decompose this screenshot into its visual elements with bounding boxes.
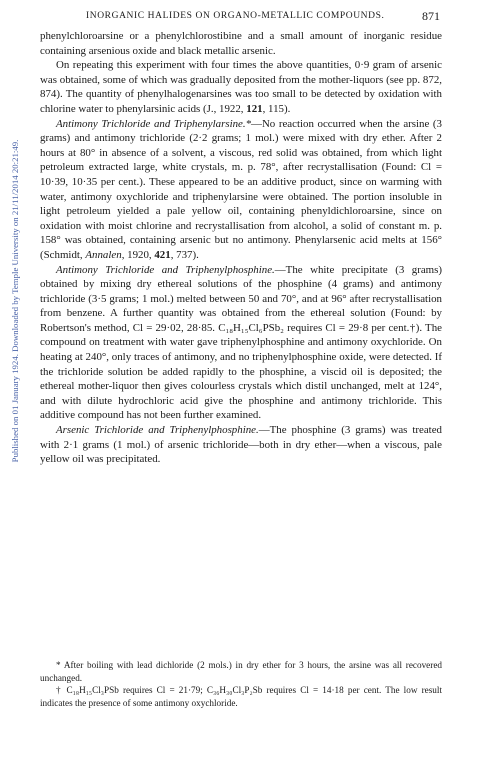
footnote-dagger: † C₁₈H₁₅Cl₃PSb requires Cl = 21·79; C₃₆H₃₀Cl₃P₂Sb requires Cl = 14·18 per cent. The low result indicates the presence of some antimony oxychloride.: [40, 685, 442, 708]
paragraph-antimony-triphenylarsine: [40, 117, 442, 263]
page-number: 871: [422, 9, 440, 23]
running-head: INORGANIC HALIDES ON ORGANO-METALLIC COMPOUNDS.: [86, 11, 385, 21]
download-side-note: [8, 66, 22, 536]
paragraph-antimony-triphenylphosphine: [40, 263, 442, 424]
paragraph-text: , 115).: [262, 102, 291, 115]
section-heading: Antimony Trichloride and Triphenylphosphine.: [56, 263, 275, 276]
paragraph-text: On repeating this experiment with four times the above quantities, 0·9 gram of arsenic was obtained, some of which was gradually deposited from the mother-liquors (see pp. 872, 874). The quantity of phenylhalogenarsines was too small to be detected by oxidation with chlorine water to phenylarsinic acids (J., 1922,: [40, 59, 442, 115]
paragraph-text: —No reaction occurred when the arsine (3 grams) and antimony trichloride (2·2 grams; 1 mol.) were mixed with dry ether. After 2 hours at 80° in absence of a solvent, a viscous, red solid was obtained, from which light petroleum extracted large, white crystals, m. p. 78°, after recrystallisation (Found: Cl = 10·39, 10·35 per cent.). These appeared to be an additive product, since on warming with water, antimony oxychloride and triphenylarsine were obtained. The portion insoluble in light petroleum yielded a pale yellow oil, containing phenyldichloroarsine, since on oxidation with moist chlorine and recrystallisation from alcohol, a solid of constant m. p. 158° was obtained, containing arsenic but no antimony. Phenylarsenic acid melts at 156° (Schmidt,: [40, 117, 442, 261]
paragraph-repeat-experiment: [40, 58, 442, 116]
section-heading: Arsenic Trichloride and Triphenylphosphine.: [56, 424, 259, 437]
download-side-note-text: Published on 01 January 1924. Downloaded by Temple University on 21/11/2014 20:21:49.: [10, 139, 20, 463]
footnote-asterisk: * After boiling with lead dichloride (2 mols.) in dry ether for 3 hours, the arsine was all recovered unchanged.: [40, 660, 442, 683]
volume-number: 121: [246, 102, 263, 115]
paragraph-continuation: phenylchloroarsine or a phenylchlorostibine and a small amount of inorganic residue containing arsenious oxide and black metallic arsenic.: [40, 30, 442, 57]
paragraph-text: —The white precipitate (3 grams) obtained by mixing dry ethereal solutions of the phosphine (4 grams) and antimony trichloride (3·5 grams; 1 mol.) melted between 50 and 70°, and at 96° after recrystallisation from benzene. A further quantity was obtained from the ethereal solution (Found: by Robertson's method, Cl = 29·02, 28·85. C₁₈H₁₅Cl₆PSb₂ requires Cl = 29·8 per cent.†). The compound on treatment with water gave triphenylphosphine and antimony oxychloride. On heating at 240°, only traces of antimony, and no triphenylphosphine oxide, were detected. If the trichloride solution be added rapidly to the phosphine, a viscid oil is deposited; the ethereal mother-liquor then gives colourless crystals which distil unchanged, melt at 124°, and with dilute hydrochloric acid give the phosphine and antimony trichloride. This additive compound has not been further examined.: [40, 263, 442, 422]
journal-name: Annalen: [85, 248, 122, 261]
paragraph-text: , 737).: [170, 248, 199, 261]
section-heading: Antimony Trichloride and Triphenylarsine.*: [56, 117, 252, 130]
article-body: [40, 29, 442, 467]
paragraph-text: , 1920,: [121, 248, 155, 261]
footnotes: [40, 659, 442, 709]
volume-number: 421: [154, 248, 171, 261]
paragraph-arsenic-triphenylphosphine: [40, 423, 442, 467]
paragraph-text: —The phosphine (3 grams) was treated with 2·1 grams (1 mol.) of arsenic trichloride—both in dry ether—when a viscous, pale yellow oil was precipitated.: [40, 424, 442, 466]
